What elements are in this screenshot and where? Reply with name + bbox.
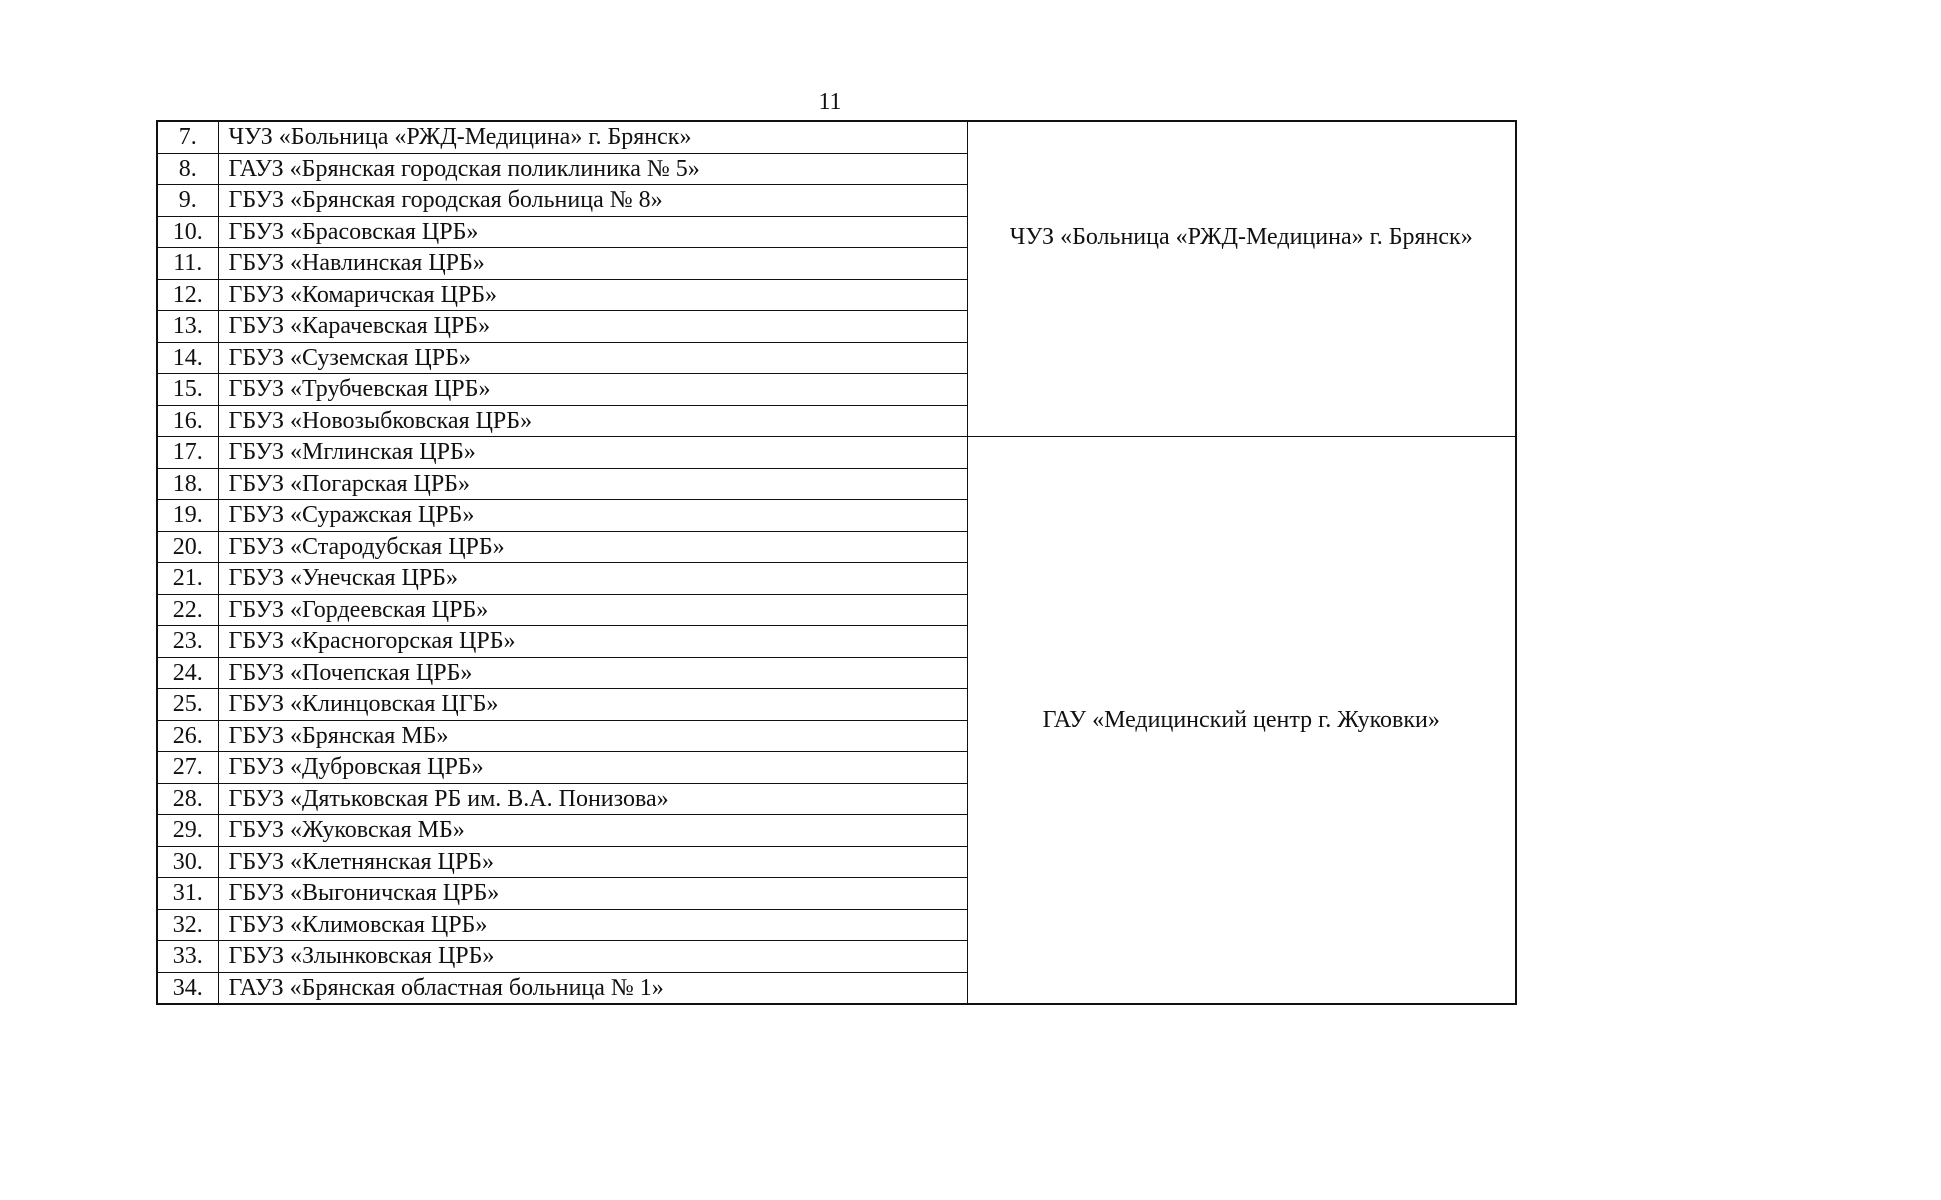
institution-name: ГБУЗ «Дятьковская РБ им. В.А. Понизова» <box>218 783 967 815</box>
row-number: 11. <box>157 248 218 280</box>
row-number: 15. <box>157 374 218 406</box>
row-number: 20. <box>157 531 218 563</box>
institution-name: ГБУЗ «Клетнянская ЦРБ» <box>218 846 967 878</box>
row-number: 33. <box>157 941 218 973</box>
institution-name: ГБУЗ «Красногорская ЦРБ» <box>218 626 967 658</box>
row-number: 21. <box>157 563 218 595</box>
row-number: 7. <box>157 121 218 153</box>
institution-name: ГБУЗ «Злынковская ЦРБ» <box>218 941 967 973</box>
row-number: 17. <box>157 437 218 469</box>
row-number: 31. <box>157 878 218 910</box>
row-number: 12. <box>157 279 218 311</box>
row-number: 13. <box>157 311 218 343</box>
institution-name: ГБУЗ «Суземская ЦРБ» <box>218 342 967 374</box>
institution-name: ГБУЗ «Трубчевская ЦРБ» <box>218 374 967 406</box>
group-cell-rzd <box>967 121 1516 437</box>
row-number: 27. <box>157 752 218 784</box>
institution-name: ГАУЗ «Брянская городская поликлиника № 5» <box>218 153 967 185</box>
institution-name: ГБУЗ «Новозыбковская ЦРБ» <box>218 405 967 437</box>
row-number: 34. <box>157 972 218 1004</box>
row-number: 10. <box>157 216 218 248</box>
institution-name: ГБУЗ «Погарская ЦРБ» <box>218 468 967 500</box>
group-cell-zhukovka <box>967 437 1516 1005</box>
row-number: 14. <box>157 342 218 374</box>
row-number: 29. <box>157 815 218 847</box>
institutions-table <box>156 120 1517 1005</box>
group-label: ЧУЗ «Больница «РЖД-Медицина» г. Брянск» <box>1009 224 1473 250</box>
row-number: 18. <box>157 468 218 500</box>
row-number: 32. <box>157 909 218 941</box>
institution-name: ГБУЗ «Брянская МБ» <box>218 720 967 752</box>
row-number: 19. <box>157 500 218 532</box>
institution-name: ГБУЗ «Выгоничская ЦРБ» <box>218 878 967 910</box>
row-number: 22. <box>157 594 218 626</box>
row-number: 23. <box>157 626 218 658</box>
row-number: 8. <box>157 153 218 185</box>
row-number: 16. <box>157 405 218 437</box>
institution-name: ГБУЗ «Жуковская МБ» <box>218 815 967 847</box>
institution-name: ЧУЗ «Больница «РЖД-Медицина» г. Брянск» <box>218 121 967 153</box>
institution-name: ГБУЗ «Карачевская ЦРБ» <box>218 311 967 343</box>
institution-name: ГБУЗ «Комаричская ЦРБ» <box>218 279 967 311</box>
row-number: 9. <box>157 185 218 217</box>
institution-name: ГБУЗ «Клинцовская ЦГБ» <box>218 689 967 721</box>
institution-name: ГБУЗ «Унечская ЦРБ» <box>218 563 967 595</box>
table-row <box>157 121 1516 153</box>
institution-name: ГБУЗ «Навлинская ЦРБ» <box>218 248 967 280</box>
institution-name: ГБУЗ «Гордеевская ЦРБ» <box>218 594 967 626</box>
institution-name: ГБУЗ «Дубровская ЦРБ» <box>218 752 967 784</box>
table-row <box>157 437 1516 469</box>
row-number: 28. <box>157 783 218 815</box>
institution-name: ГБУЗ «Мглинская ЦРБ» <box>218 437 967 469</box>
group-label: ГАУ «Медицинский центр г. Жуковки» <box>1042 707 1440 733</box>
row-number: 26. <box>157 720 218 752</box>
row-number: 25. <box>157 689 218 721</box>
page-number: 11 <box>818 89 842 115</box>
institution-name: ГБУЗ «Почепская ЦРБ» <box>218 657 967 689</box>
row-number: 24. <box>157 657 218 689</box>
institution-name: ГБУЗ «Климовская ЦРБ» <box>218 909 967 941</box>
row-number: 30. <box>157 846 218 878</box>
institution-name: ГБУЗ «Суражская ЦРБ» <box>218 500 967 532</box>
institution-name: ГБУЗ «Брянская городская больница № 8» <box>218 185 967 217</box>
institution-name: ГАУЗ «Брянская областная больница № 1» <box>218 972 967 1004</box>
institution-name: ГБУЗ «Стародубская ЦРБ» <box>218 531 967 563</box>
institution-name: ГБУЗ «Брасовская ЦРБ» <box>218 216 967 248</box>
